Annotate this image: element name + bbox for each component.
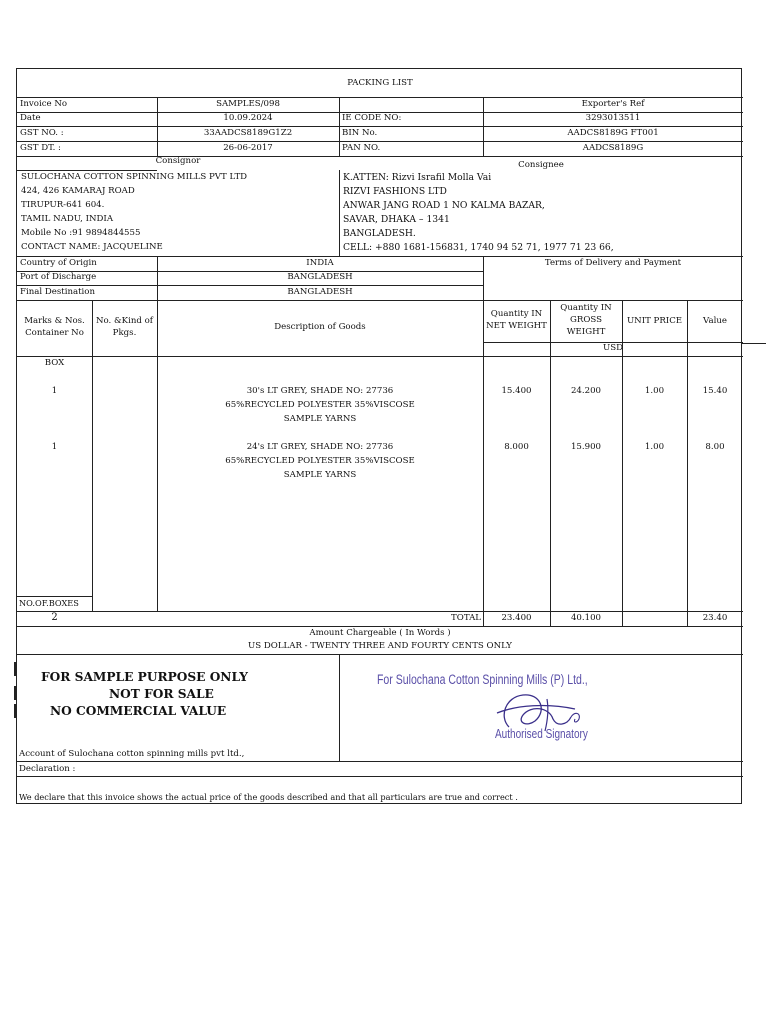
bin-value: AADCS8189G FT001 [567, 128, 659, 138]
origin-label: Country of Origin [20, 258, 97, 268]
notice-line: FOR SAMPLE PURPOSE ONLY [41, 670, 248, 684]
item-desc-line: 24's LT GREY, SHADE NO: 27736 [246, 442, 394, 452]
item-net: 15.400 [501, 386, 532, 396]
item-gross: 24.200 [570, 386, 602, 396]
notice-line: NOT FOR SALE [109, 687, 214, 701]
consignor-line: CONTACT NAME: JACQUELINE [21, 242, 163, 252]
col-unit-header: UNIT PRICE [626, 316, 683, 326]
item-desc-line: SAMPLE YARNS [283, 470, 357, 480]
scan-mark [14, 662, 16, 676]
pan-label: PAN NO. [342, 143, 381, 153]
amount-words: US DOLLAR - TWENTY THREE AND FOURTY CENTS ONLY [248, 641, 512, 651]
consignor-line: 424, 426 KAMARAJ ROAD [21, 186, 135, 196]
gst-no-value: 33AADCS8189G1Z2 [203, 128, 293, 138]
item-marks: 1 [51, 442, 58, 452]
discharge-label: Port of Discharge [20, 272, 97, 282]
boxes-label: NO.OF.BOXES [19, 598, 79, 608]
item-value: 15.40 [702, 386, 728, 396]
col-gross-header: WEIGHT [566, 327, 606, 337]
scan-mark [742, 343, 766, 344]
item-desc-line: 65%RECYCLED POLYESTER 35%VISCOSE [225, 400, 415, 410]
consignee-line: RIZVI FASHIONS LTD [343, 186, 447, 197]
consignor-line: TIRUPUR-641 604. [21, 200, 105, 210]
consignee-line: CELL: +880 1681-156831, 1740 94 52 71, 1977 71 23 66, [343, 242, 614, 253]
item-net: 8.000 [504, 442, 529, 452]
consignor-line: SULOCHANA COTTON SPINNING MILLS PVT LTD [21, 172, 248, 182]
exporter-ref-label: Exporter's Ref [581, 99, 645, 109]
ie-code-label: IE CODE NO: [342, 113, 402, 123]
consignor-line: TAMIL NADU, INDIA [21, 214, 114, 224]
invoice-no-value: SAMPLES/098 [216, 99, 280, 109]
date-label: Date [20, 113, 41, 123]
amount-label: Amount Chargeable ( In Words ) [309, 628, 451, 638]
item-desc-line: 65%RECYCLED POLYESTER 35%VISCOSE [225, 456, 415, 466]
total-gross: 40.100 [570, 613, 602, 623]
consignor-line: Mobile No :91 9894844555 [21, 228, 141, 238]
scan-mark [14, 686, 16, 700]
total-label: TOTAL [451, 613, 481, 623]
discharge-value: BANGLADESH [287, 272, 353, 282]
boxes-count: 2 [51, 612, 58, 623]
declaration-label: Declaration : [19, 764, 76, 774]
consignor-heading: Consignor [155, 156, 201, 166]
col-net-header: NET WEIGHT [486, 321, 547, 331]
pan-value: AADCS8189G [582, 143, 644, 153]
box-label: BOX [44, 358, 65, 368]
col-desc-header: Description of Goods [274, 322, 366, 332]
terms-label: Terms of Delivery and Payment [544, 258, 682, 268]
packing-list-document [16, 68, 742, 804]
item-unit: 1.00 [644, 386, 665, 396]
item-value: 8.00 [705, 442, 725, 452]
signatory-stamp-text: Authorised Signatory [495, 727, 588, 741]
gst-dt-label: GST DT. : [20, 143, 61, 153]
invoice-no-label: Invoice No [20, 99, 68, 109]
col-gross-header: GROSS [569, 315, 602, 325]
item-unit: 1.00 [644, 442, 665, 452]
col-marks-header: Marks & Nos. [24, 316, 85, 326]
gst-dt-value: 26-06-2017 [223, 143, 273, 153]
ie-code-value: 3293013511 [585, 113, 641, 123]
consignee-line: K.ATTEN: Rizvi Israfil Molla Vai [343, 172, 492, 183]
consignee-line: BANGLADESH. [343, 228, 416, 239]
consignee-line: ANWAR JANG ROAD 1 NO KALMA BAZAR, [343, 200, 545, 211]
date-value: 10.09.2024 [223, 113, 273, 123]
col-kind-header: Pkgs. [112, 328, 137, 338]
item-marks: 1 [51, 386, 58, 396]
consignee-heading: Consignee [518, 160, 564, 170]
currency-label: USD [602, 343, 624, 353]
col-marks-header: Container No [25, 328, 84, 338]
document-title: PACKING LIST [347, 78, 413, 88]
total-net: 23.400 [501, 613, 532, 623]
col-value-header: Value [703, 316, 727, 326]
account-line: Account of Sulochana cotton spinning mills pvt ltd., [19, 749, 245, 759]
total-value: 23.40 [702, 613, 728, 623]
destination-value: BANGLADESH [287, 287, 353, 297]
col-gross-header: Quantity IN [560, 303, 612, 313]
notice-line: NO COMMERCIAL VALUE [50, 704, 227, 718]
scan-mark [14, 704, 16, 718]
item-desc-line: 30's LT GREY, SHADE NO: 27736 [246, 386, 394, 396]
item-desc-line: SAMPLE YARNS [283, 414, 357, 424]
company-stamp-text: For Sulochana Cotton Spinning Mills (P) Ltd., [377, 672, 588, 687]
consignee-line: SAVAR, DHAKA – 1341 [343, 214, 450, 225]
col-kind-header: No. &Kind of [96, 316, 153, 326]
declaration-text: We declare that this invoice shows the actual price of the goods described and that all particulars are true and correct . [19, 792, 518, 802]
gst-no-label: GST NO. : [20, 128, 64, 138]
item-gross: 15.900 [570, 442, 602, 452]
bin-label: BIN No. [342, 128, 378, 138]
origin-value: INDIA [306, 258, 334, 268]
col-net-header: Quantity IN [490, 309, 543, 319]
destination-label: Final Destination [20, 287, 96, 297]
